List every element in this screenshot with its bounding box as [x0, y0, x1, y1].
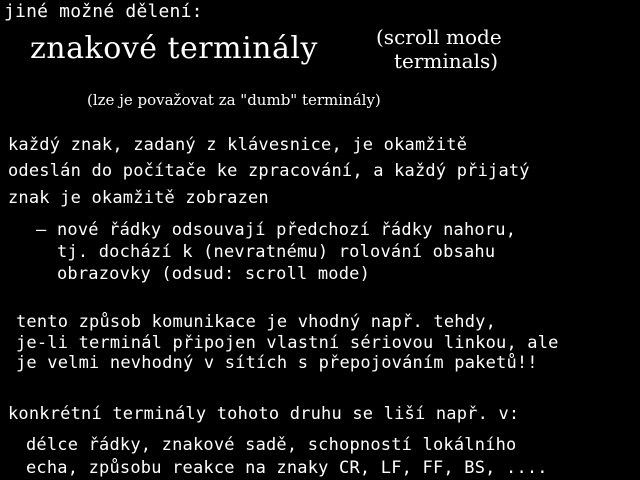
para3-detail-line-1: délce řádky, znakové sadě, schopností lokálního: [26, 435, 517, 455]
para1-line-3: znak je okamžitě zobrazen: [8, 188, 269, 208]
bullet-line-1: nové řádky odsouvají předchozí řádky nahoru,: [57, 220, 517, 240]
para1-line-1: každý znak, zadaný z klávesnice, je okamžitě: [8, 135, 468, 155]
para1-line-2: odeslán do počítače ke zpracování, a každý přijatý: [8, 161, 530, 181]
para2-line-1: tento způsob komunikace je vhodný např. tehdy,: [16, 312, 497, 332]
bullet-marker: –: [36, 220, 47, 240]
bullet-line-2: tj. dochází k (nevratnému) rolování obsahu: [57, 242, 496, 262]
para3-detail-line-2: echa, způsobu reakce na znaky CR, LF, FF, BS, ....: [26, 458, 548, 478]
slide-heading: jiné možné dělení:: [4, 1, 203, 22]
bullet-line-3: obrazovky (odsud: scroll mode): [57, 264, 371, 284]
title-en-line-1: (scroll mode: [376, 25, 502, 49]
para2-line-2: je-li terminál připojen vlastní sériovou linkou, ale: [16, 333, 559, 353]
slide-title: znakové terminály: [30, 31, 318, 66]
title-note: (lze je považovat za "dumb" terminály): [87, 91, 381, 109]
title-en-line-2: terminals): [394, 49, 499, 73]
para2-line-3: je velmi nevhodný v sítích s přepojováním paketů!!: [16, 353, 538, 373]
para3-line: konkrétní terminály tohoto druhu se liší např. v:: [8, 404, 520, 424]
